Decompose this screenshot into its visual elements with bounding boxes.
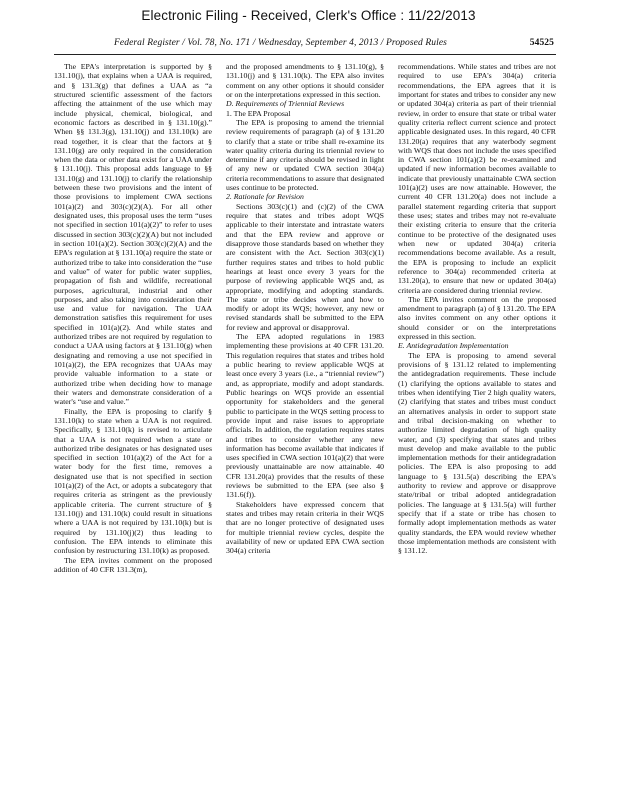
running-head-citation: Federal Register / Vol. 78, No. 171 / Wednesday, September 4, 2013 / Proposed Rules [114,38,447,48]
paragraph: The EPA is proposing to amend the triennial review requirements of paragraph (a) of § 131.20 to clarify that a state or tribe shall re-examine its water quality criteria during its triennial review to determine if any criteria should be revised in light of any new or updated CWA section 304(a) criteria recommendations to assure that designated uses continue to be protected. [226,117,384,193]
paragraph: The EPA's interpretation is supported by § 131.10(j), that explains when a UAA is required, and § 131.3(g) that defines a UAA as “a structured scientific assessment of the factors affecting the attainment of the use which may include physical, chemical, biological, and economic factors as described in § 131.10(g).” When §§ 131.3(g), 131.10(j) and 131.10(k) are read together, it is clear that the factors at § 131.10(g) are only required in the consideration when the data or other data exist for a UAA under § 131.10(j). This proposal adds language to §§ 131.10(g) and 131.10(j) to clarify the relationship between these two provisions and the intent of those provisions to implement CWA sections 101(a)(2) and 303(c)(2)(A). For all other designated uses, this proposal uses the term “uses not specified in section 101(a)(2)” to refer to uses discussed in section 303(c)(2)(A) but not included in section 101(a)(2). Section 303(c)(2)(A) and the EPA's regulation at § 131.10(a) require the state or authorized tribe to take into consideration the “use and value” of water for public water supplies, propagation of fish and wildlife, recreational purposes, agricultural, industrial and other purposes, and also taking into consideration their use and value for navigation. The UAA demonstration satisfies this requirement for uses specified in 101(a)(2). And while states and authorized tribes are not required by regulation to conduct a UAA using factors at § 131.10(g) when designating and removing a use not specified in 101(a)(2), the EPA recognizes that UAAs may provide valuable information to a state or authorized tribe when deciding how to manage their waters and demonstrate consideration of a water's “use and value.” [54,62,212,407]
section-heading: D. Requirements of Triennial Reviews [226,99,345,109]
filing-stamp: Electronic Filing - Received, Clerk's Office : 11/22/2013 [141,8,476,23]
section-heading: E. Antidegradation Implementation [398,341,509,351]
text-column-2 [226,62,384,752]
header-rule [54,54,556,55]
paragraph: Finally, the EPA is proposing to clarify § 131.10(k) to state when a UAA is not required. Specifically, § 131.10(k) is revised to articulate that a UAA is not required when a state or authorized tribe designates or has designated uses specified in section 101(a)(2) of the Act for a water body for the first time, removes a designated use that is not specified in section 101(a)(2) of the Act, or adopts a subcategory that requires criteria as stringent as the previously applicable criteria. The current structure of § 131.10(j) and 131.10(k) could result in situations where a UAA is not required by 131.10(k) but is required by 131.10(j)(2) thus leading to confusion. The EPA intends to eliminate this confusion by restructuring 131.10(k) as proposed. [54,406,212,556]
paragraph: The EPA adopted regulations in 1983 implementing these provisions at 40 CFR 131.20. This regulation requires that states and tribes hold a public hearing to review applicable WQS at least once every 3 years (i.e., a “triennial review”) and, as appropriate, modify and adopt standards. Public hearings on WQS provide an essential opportunity for stakeholders and the general public to participate in the WQS setting process to provide input and raise issues to appropriate officials. In addition, the regulation requires states and tribes to consider whether any new information has become available that indicates if uses specified in CWA section 101(a)(2) that were previously unattainable are now attainable. 40 CFR 131.20(a) provides that the results of these reviews be submitted to the EPA (see also § 131.6(f)). [226,332,384,500]
paragraph: recommendations. While states and tribes are not required to use EPA's 304(a) criteria recommendations, the EPA agrees that it is important for states and tribes to consider any new or updated 304(a) criteria as part of their triennial review, in order to ensure that state or tribal water quality criteria reflect current science and protect applicable designated uses. In this regard, 40 CFR 131.20(a) requires that any waterbody segment with WQS that does not include the uses specified in CWA section 101(a)(2) be re-examined and updated if new information becomes available to indicate that previously unattainable CWA section 101(a)(2) uses are now attainable. However, the current 40 CFR 131.20(a) does not include a parallel statement regarding criteria that support these uses; states and tribes may not re-evaluate their existing criteria to ensure that the criteria continue to be protective of the designated uses when new or updated 304(a) criteria recommendations become available. As a result, the EPA is proposing to include an explicit reference to 304(a) recommended criteria at 131.20(a), to ensure that new or updated 304(a) criteria are considered during triennial review. [398,62,556,295]
page-number: 54525 [529,38,554,48]
paragraph: Stakeholders have expressed concern that states and tribes may retain criteria in their WQS that are no longer protective of designated uses for multiple triennial review cycles, despite the availability of new or updated EPA CWA section 304(a) criteria [226,499,384,556]
paragraph: Sections 303(c)(1) and (c)(2) of the CWA require that states and tribes adopt WQS applicable to their interstate and intrastate waters and that the EPA review and approve or disapprove those standards based on whether they are consistent with the Act. Section 303(c)(1) further requires states and tribes to hold public hearings at least once every 3 years for the purpose of reviewing applicable WQS and, as appropriate, modifying and adopting standards. The state or tribe decides when and how to modify or adopt its WQS; however, any new or revised standards shall be submitted to the EPA for review and approval or disapproval. [226,201,384,332]
subheading: 2. Rationale for Revision [226,192,304,202]
subheading: 1. The EPA Proposal [226,108,291,118]
paragraph: The EPA invites comment on the proposed amendment to paragraph (a) of § 131.20. The EPA also invites comment on any other options it should consider or on the interpretations expressed in this section. [398,294,556,342]
paragraph: The EPA invites comment on the proposed addition of 40 CFR 131.3(m), [54,555,212,574]
paragraph: and the proposed amendments to § 131.10(g), § 131.10(j) and § 131.10(k). The EPA also invites comment on any other options it should consider or on the interpretations expressed in this section. [226,62,384,99]
text-column-1 [54,62,212,752]
paragraph: The EPA is proposing to amend several provisions of § 131.12 related to implementing the antidegradation requirements. These include (1) clarifying the options available to states and tribes when identifying Tier 2 high quality waters, (2) clarifying that states and tribes must conduct an alternatives analysis in order to support state and tribal decision-making on whether to authorize limited degradation of high quality water, and (3) specifying that states and tribes must develop and make available to the public implementation methods for their antidegradation policies. The EPA is also proposing to add language to § 131.5(a) describing the EPA's authority to review and approve or disapprove state/tribal or tribal adopted antidegradation policies. The language at § 131.5(a) will further specify that if a state or tribe has chosen to formally adopt implementation methods as water quality standards, the EPA would review whether those implementation methods are consistent with § 131.12. [398,350,556,556]
text-column-3 [398,62,556,752]
running-head [54,38,554,52]
